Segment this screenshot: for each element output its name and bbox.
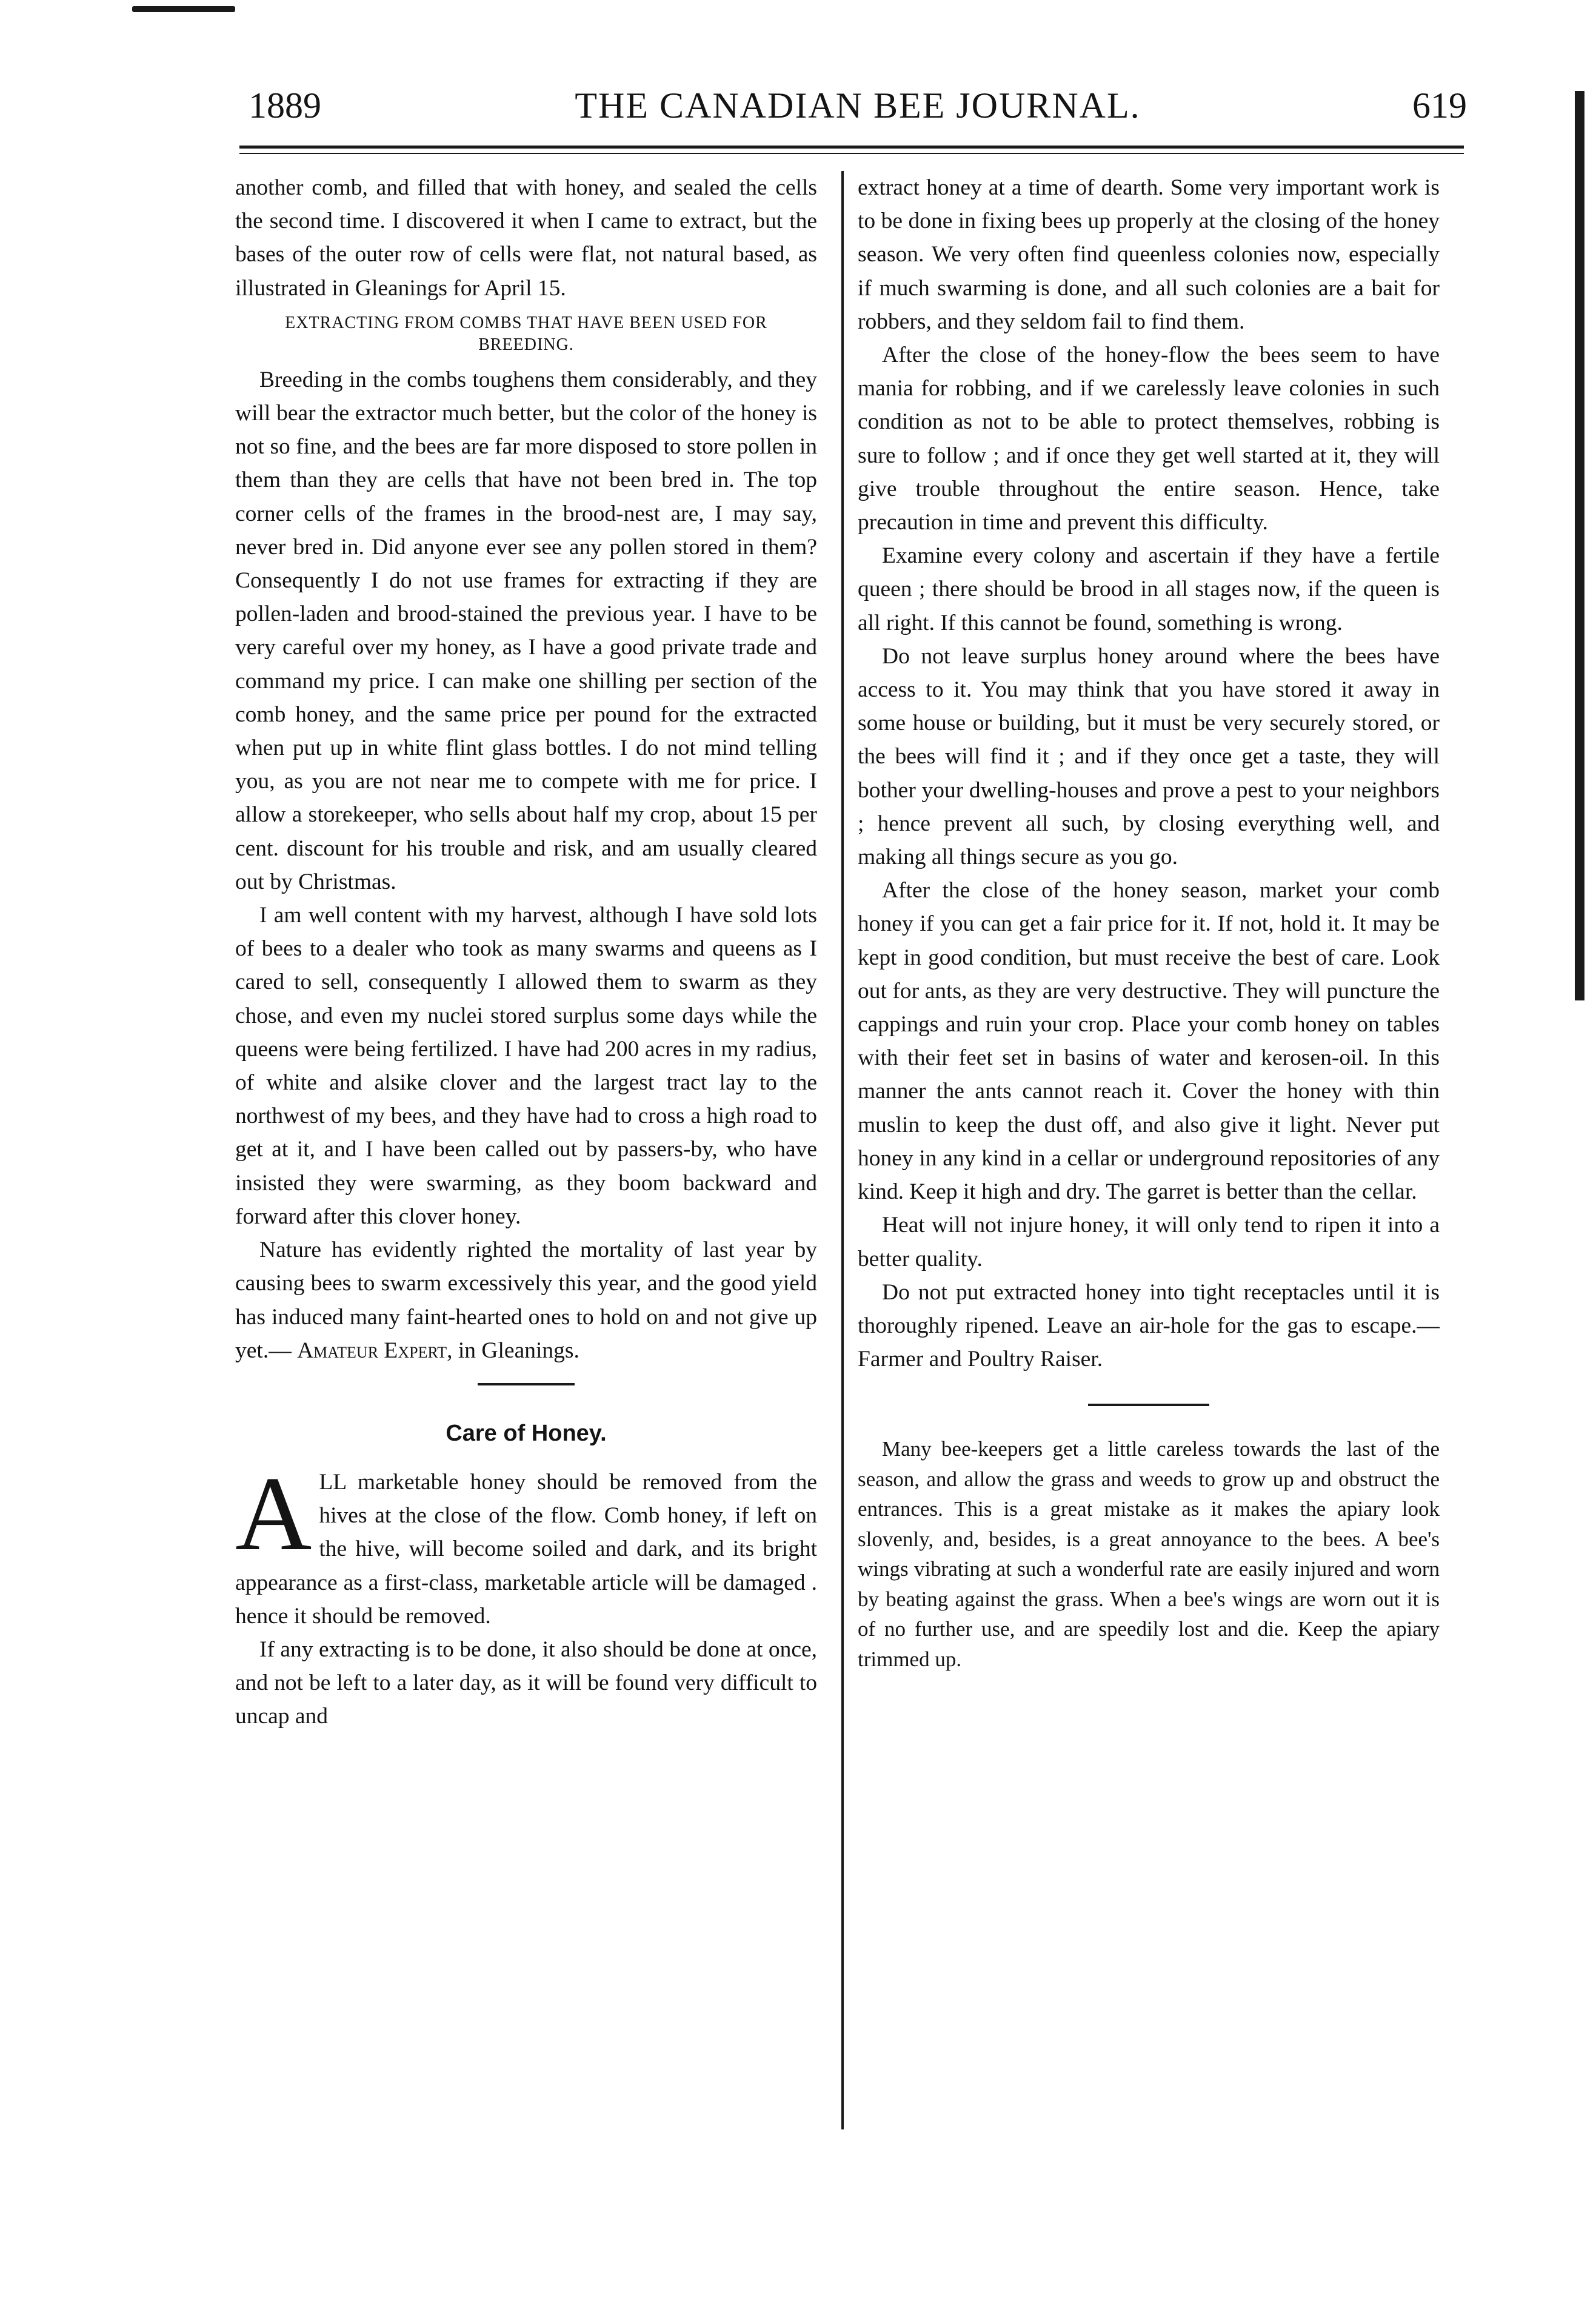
right-paragraph-7: Do not put extracted honey into tight receptacles until it is thoroughly ripened. Leave an air-hole for the gas to escape.—Farmer and Poultry Raiser. xyxy=(858,1279,1440,1372)
signature-source: in Gleanings. xyxy=(458,1338,579,1363)
column-divider xyxy=(841,171,844,2129)
right-paragraph-1: extract honey at a time of dearth. Some very important work is to be done in fixing bees up properly at the closing of the honey season. We very often find queenless colonies now, especially if much swarming is done, and all such colonies are a bait for robbers, and they seldom fail to find them. xyxy=(858,175,1440,334)
journal-title: THE CANADIAN BEE JOURNAL. xyxy=(575,85,1141,126)
header-rule-thick xyxy=(239,146,1464,149)
page-header xyxy=(249,85,1467,152)
right-paragraph-5: After the close of the honey season, market your comb honey if you can get a fair price for it. If not, hold it. It may be kept in good condition, but must receive the best of care. Look out for ants, as they are very destructive. They will puncture the cappings and ruin your crop. Place your comb honey on tables with their feet set in basins of water and kerosen-oil. In this manner the ants cannot reach it. Cover the honey with thin muslin to keep the dust off, and also give it light. Never put honey in any kind in a cellar or underground repositories of any kind. Keep it high and dry. The garret is better than the cellar. xyxy=(858,878,1440,1205)
drop-cap: A xyxy=(235,1454,312,1572)
right-paragraph-2: After the close of the honey-flow the bees seem to have mania for robbing, and if we carelessly leave colonies in such condition as not to be able to protect themselves, robbing is sure to follow ; and if once they get well started at it, they will give trouble throughout the entire season. Hence, take precaution in time and prevent this difficulty. xyxy=(858,343,1440,535)
left-paragraph-6: If any extracting is to be done, it also should be done at once, and not be left to a later day, as it will be found very difficult to uncap and xyxy=(235,1636,817,1729)
paragraph-4-text: Nature has evidently righted the mortality of last year by causing bees to swarm excessively this year, and the good yield has induced many faint-hearted ones to hold on and not give up yet.— xyxy=(235,1238,817,1363)
left-paragraph-3: I am well content with my harvest, although I have sold lots of bees to a dealer who took as many swarms and queens as I cared to sell, consequently I allowed them to swarm as they chose, and even my nuclei stored surplus some days while the queens were being fertilized. I have had 200 acres in my radius, of white and alsike clover and the largest tract lay to the northwest of my bees, and they have had to cross a high road to get at it, and I have been called out by passers-by, who have insisted they were swarming, as they boom backward and forward after this clover honey. xyxy=(235,903,817,1229)
right-paragraph-4: Do not leave surplus honey around where the bees have access to it. You may think that you have stored it away in some house or building, but it must be very securely stored, or the bees will find it ; and if they once get a taste, they will bother your dwelling-houses and prove a pest to your neighbors ; hence prevent all such, by closing everything well, and making all things secure as you go. xyxy=(858,643,1440,870)
left-column xyxy=(235,171,817,1733)
print-mark xyxy=(132,6,235,12)
scan-edge-bar xyxy=(1575,91,1584,1000)
section-title-care-of-honey: Care of Honey. xyxy=(446,1420,607,1446)
section-separator xyxy=(478,1383,575,1385)
subheading-extracting: EXTRACTING FROM COMBS THAT HAVE BEEN USED FOR BREEDING. xyxy=(285,313,767,354)
right-paragraph-6: Heat will not injure honey, it will only tend to ripen it into a better quality. xyxy=(858,1213,1440,1271)
signature: Amateur Expert, xyxy=(297,1338,453,1363)
header-year: 1889 xyxy=(249,85,321,126)
item-separator xyxy=(1088,1404,1209,1406)
left-paragraph-5 xyxy=(235,1454,817,1633)
paragraph-5-text: LL marketable honey should be removed from the hives at the close of the flow. Comb honey, if left on the hive, will become soiled and dark, and its bright appearance as a first-class, marketable article will be damaged . hence it should be removed. xyxy=(235,1469,817,1629)
page-number: 619 xyxy=(1412,85,1467,126)
left-paragraph-4 xyxy=(235,1233,817,1367)
left-paragraph-1: another comb, and filled that with honey, and sealed the cells the second time. I discovered it when I came to extract, but the bases of the outer row of cells were flat, not natural based, as illustrated in Gleanings for April 15. xyxy=(235,175,817,301)
right-paragraph-8: Many bee-keepers get a little careless towards the last of the season, and allow the grass and weeds to grow up and obstruct the entrances. This is a great mistake as it makes the apiary look slovenly, and, besides, is a great annoyance to the bees. A bee's wings vibrating at such a wonderful rate are easily injured and worn by beating against the grass. When a bee's wings are worn out it is of no further use, and are speedily lost and die. Keep the apiary trimmed up. xyxy=(858,1437,1440,1671)
right-column xyxy=(858,171,1440,1674)
header-rule-thin xyxy=(239,153,1464,154)
right-paragraph-3: Examine every colony and ascertain if they have a fertile queen ; there should be brood in all stages now, if the queen is all right. If this cannot be found, something is wrong. xyxy=(858,543,1440,635)
left-paragraph-2: Breeding in the combs toughens them considerably, and they will bear the extractor much better, but the color of the honey is not so fine, and the bees are far more disposed to store pollen in them than they are cells that have not been bred in. The top corner cells of the frames in the brood-nest are, I may say, never bred in. Did anyone ever see any pollen stored in them? Consequently I do not use frames for extracting if they are pollen-laden and brood-stained the previous year. I have to be very careful over my honey, as I have a good private trade and command my price. I can make one shilling per section of the comb honey, and the same price per pound for the extracted when put up in white flint glass bottles. I do not mind telling you, as you are not near me to compete with me for price. I allow a storekeeper, who sells about half my crop, about 15 per cent. discount for his trouble and risk, and am usually cleared out by Christmas. xyxy=(235,367,817,894)
